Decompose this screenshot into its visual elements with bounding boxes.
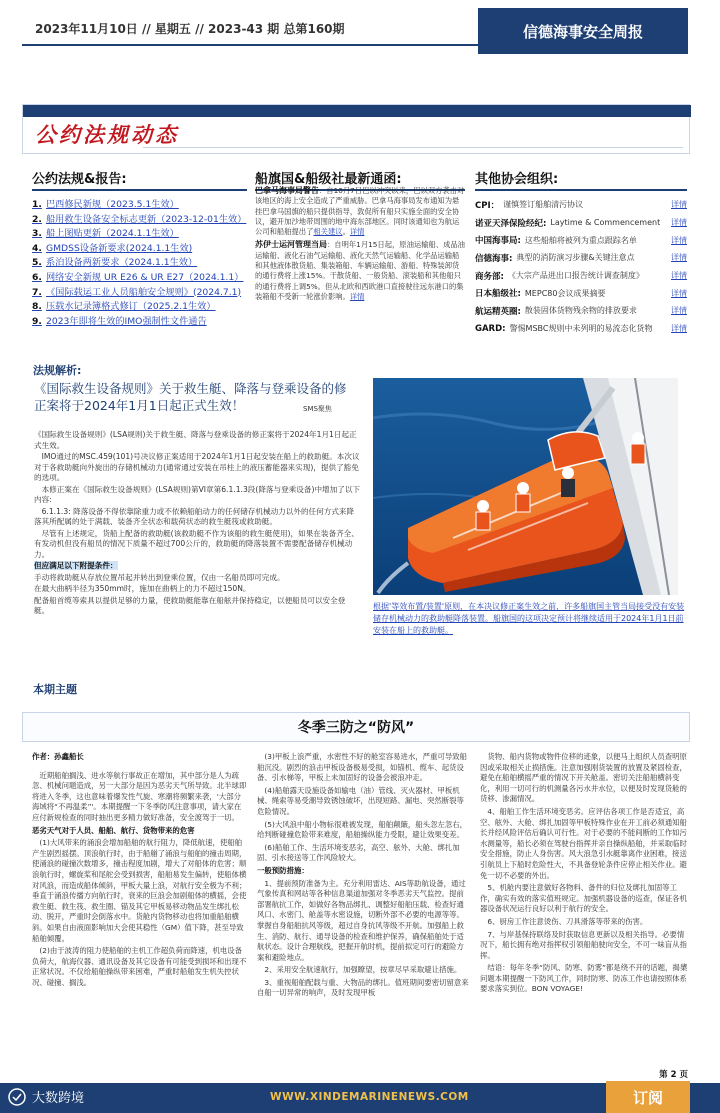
article-paragraph: 4、船舶工作生活环境变恶劣。应评估各项工作是否适宜，高空、舷外、大舱、绑扎加固等甲板特殊作业在开工前必须通知船长并经风险评估后确认可行性。对于必要的不能间断的工作如污水测量等，船长必须在驾驶台指挥并亲自操纵船舶，并采取临时安全措施，防止人身伤害。风大浪急引水艇靠离作业困难，接送引航员上下船时危险性大，不具备登轮条件应停止相关作业。避免一切不必要的外出。 [480, 806, 687, 880]
law-body [34, 430, 360, 618]
suez-more-link[interactable]: 详情 [349, 291, 365, 301]
assoc-topic: 这些船舶将被列为重点跟踪名单 [524, 235, 637, 245]
assoc-item [475, 267, 687, 285]
article-paragraph: 结语：每年冬季“防风、防寒、防雾”都是绕不开的话题，揭橥问题本期提醒一下防风工作，同时防寒、防冻工作也请按照体系要求落实到位。BON VOYAGE! [480, 963, 688, 994]
assoc-item [475, 249, 687, 267]
law-para: 在最大曲柄半径为350mm时，施加在曲柄上的力不超过150N。 [34, 584, 251, 593]
assoc-topic: 典型的消防演习步骤&关键注意点 [516, 253, 635, 263]
convention-item-link[interactable]: 船用救生设备安全标志更新（2023-12-01生效） [46, 213, 247, 225]
page-number: 第 2 页 [659, 1070, 688, 1080]
footer-logo-text: 大数跨境 [32, 1091, 85, 1106]
website-link[interactable]: WWW.XINDEMARINENEWS.COM [270, 1091, 469, 1103]
footer-bar [0, 1083, 720, 1113]
assoc-topic: 散装固体货物残余物的排放要求 [524, 306, 637, 316]
convention-item-link[interactable]: 网络安全新规 UR E26 & UR E27（2024.1.1） [46, 271, 244, 283]
convention-item-number: 2. [32, 213, 42, 225]
convention-item-number: 1. [32, 199, 42, 210]
article-column-2 [257, 752, 469, 1001]
convention-item-link[interactable]: 巴西修民新规（2023.5.1生效） [46, 199, 179, 210]
law-para: 本修正案在《国际救生设备规则》(LSA规则)第VI章第6.1.1.3段(降落与登乘设备)中增加了以下内容: [34, 484, 361, 504]
convention-item-number: 5. [32, 257, 42, 269]
article-paragraph: (3)甲板上浪严重，水密性不好的舱室容易进水，严重可导致船舶沉没。剧烈的浪击甲板设备极易受损，如锚机、缆车、起货设备、引水梯等，甲板上未加固好的设备会被浪冲走。 [257, 752, 468, 783]
article-paragraph: 2、采用安全航速航行，加强瞭望，按章尽早采取避让措施。 [264, 965, 462, 975]
law-para: 手动将救助艇从存放位置吊起并转出到登乘位置，仅由一名船员即可完成。 [34, 572, 285, 582]
theme-label: 本期主题 [33, 683, 77, 696]
article-paragraph: (2)由于波涛的阻力使船舶的主机工作超负荷而降速，机电设备负荷大，航海仪器、通讯设备及其它设备有可能受到损坏和出现不正常状况。不仅给船舶操纵带来困难，严重时船舶发生机失控状况、碰撞、搁浅。 [32, 946, 247, 987]
assoc-source: 日本船级社: [475, 289, 521, 300]
article-column-1 [32, 752, 247, 990]
convention-item-link[interactable]: 船上图贴更新（2024.1.1生效） [46, 228, 179, 240]
convention-item-link[interactable]: 压载水记录簿格式修订（2025.2.1生效） [46, 301, 216, 313]
footer-logo [8, 1087, 84, 1106]
assoc-item [475, 320, 687, 338]
banner-title: 公约法规动态 [35, 122, 179, 147]
article-paragraph: (5)大风浪中船小物标很难被发现，船舶颠簸，船头忽左忽右，给判断碰撞危险带来难度，船舶操纵能力受限，避让效果变差。 [257, 819, 468, 840]
assoc-detail-link[interactable]: 详情 [671, 324, 687, 334]
banner-underline [143, 147, 683, 148]
logo-icon [8, 1088, 26, 1106]
convention-item[interactable] [32, 286, 247, 301]
assoc-item [475, 214, 687, 232]
assoc-topic: 谨慎签订船舶清污协议 [503, 200, 584, 210]
law-para: 6.1.1.3: 降落设备不得依靠除重力或不依赖船舶动力的任何储存机械动力以外的任何方式来降落其所配属的处于满载、装备齐全状态和载荷状态的救生艇筏或救助艇。 [34, 506, 355, 526]
article-subheading: 恶劣天气对于人员、船舶、航行、货物带来的危害 [32, 825, 195, 835]
convention-item-link[interactable]: 《国际载运工业人员船舶安全规则》(2024.7.1) [46, 286, 242, 298]
law-title: 《国际救生设备规则》关于救生艇、降落与登乘设备的修正案将于2024年1月1日起正式生效！ [34, 381, 347, 413]
convention-item-number: 7. [32, 286, 42, 298]
article-author: 作者：孙鑫船长 [32, 752, 84, 761]
assoc-detail-link[interactable]: 详情 [671, 253, 687, 263]
article-paragraph: 货物、船内货物或物件位移的迹象，以便马上组织人员查明原因或采取相关止损措施。注意加强刚货装置的放置及紧固检查，避免在船舶横摇严重的情况下开关舱盖。密切关注船舶横斜变化，利用一切可行的机测量各污水井水位，以便及时发现货舱的货移、渗漏情况。 [480, 752, 687, 804]
convention-item[interactable] [32, 213, 247, 228]
article-paragraph: 6、厨房工作注意烫伤、刀具滑落等带来的伤害。 [487, 916, 648, 926]
article-paragraph: 5、机舱内要注意做好各物料、备件的归位及绑扎加固等工作，确实有效的落实值班规定。加强机器设备的巡查，保证各机器设备状况运行良好以利于航行的安全。 [480, 883, 687, 914]
convention-item[interactable] [32, 271, 247, 286]
assoc-source: GARD: [475, 323, 506, 334]
newsletter-title: 信德海事安全周报 [478, 8, 688, 54]
issue-meta: 2023年11月10日 // 星期五 // 2023-43 期 总第160期 [35, 22, 345, 36]
assoc-item [475, 302, 687, 320]
article-paragraph: 近期船舶搁浅、进水等航行事故正在增加，其中部分是人为疏忽、机械问题造成，另一大部分是因为恶劣天气所导致。北半球即将进入冬季，这也意味着爆发性气旋、寒潮将频繁来袭，'大部分海域将“不再温柔”'。本期提醒一下冬季防风注意事项，请大家在应付新规检查的同时抽出更多精力做好准备，安全渡驾于一切。 [32, 770, 247, 822]
assoc-source: 信德海事: [475, 253, 513, 264]
convention-item-link[interactable]: 系泊设备两新要求（2024.1.1生效） [46, 257, 198, 269]
convention-heading: 公约法规&报告: [32, 168, 247, 191]
assoc-detail-link[interactable]: 详情 [671, 306, 687, 316]
photo-caption[interactable]: 根据'等效布置/装置'原则，在本决议修正案生效之前，许多船旗国主管当局接受没有安装储存机械动力的救助艇降落装置。船旗国的这项决定预计将继续适用于2024年1月1日前安装在船上的救助艇。 [373, 602, 685, 635]
panama-advice-link[interactable]: 相关建议 [313, 227, 343, 237]
article-paragraph: (6)船舶工作、生活环境变恶劣，高空、舷外、大舱、绑扎加固、引水接送等工作风险较大。 [257, 842, 460, 863]
law-para: 尽管有上述规定，货船上配备的救助艇(该救助艇不作为该船的救生艇使用)，如果在装备齐全、有发动机但没有船员的情况下质量不超过700公斤的，救助艇的降落装置不需要配备储存机械动力。 [34, 528, 359, 559]
flag-state-heading: 船旗国&船级社最新通函: [255, 168, 465, 191]
suez-source: 苏伊士运河管理当局 [255, 240, 327, 250]
convention-item[interactable] [32, 227, 247, 242]
panama-text: ：自10月7日巴以冲突以来，巴以双方袭击对该地区的海上安全造成了严重威胁。巴拿马海事局发布通知为悬挂巴拿马国旗的船只提供指导，敦促所有船只实施全面的安全协议，避开加沙地带周围的地中海东部地区。同时该通知也为航运公司和船舶提出了 [255, 186, 465, 237]
assoc-source: CPI： [475, 200, 500, 211]
assoc-source: 航运精英圈: [475, 306, 521, 317]
law-source: SMS聚焦 [303, 405, 332, 413]
assoc-detail-link[interactable]: 详情 [671, 200, 687, 210]
suez-text: ：自明年1月15日起，原油运输船、成品油运输船、液化石油气运输船、液化天然气运输船、化学品运输船和其他液体散货船、集装箱船、车辆运输船、游船、特殊装卸货的通行费将上涨15%。干散货船、一般货船、滚装船和其他船只的通行费将上调5%。但从北欧和西欧港口直接驶往远东港口的集装箱船不受新一轮涨价影响。 [255, 240, 465, 301]
assoc-list [475, 196, 687, 338]
convention-item-link[interactable]: 2023年即将生效的IMO强制性文件通告 [46, 315, 207, 327]
other-assoc-heading: 其他协会组织: [475, 168, 687, 191]
article-paragraph: (1)大风带来的涌浪会增加船舶的航行阻力，降低航速，使船舶产生剧烈摇摆。顶浪航行时，由于船艏了涌浪与船舶的撞击周期，使涌浪的碰撞次数增多，撞击程度加剧，增大了对船体的危害；顺浪航行时，螺旋桨和尾舵会受到损害，船舶易发生偏转，使船体横对风浪，而造成船体倾斜，甲板大量上浪，对航行安全极为不利；垂直于涌浪传播方向航行时，衰来的巨浪会加剧船体的横摇，会使救生艇、救生筏、救生圈、锚及其它甲板易移动物品发生绑扎松动、脱开，严重时会倒落水中。货舱内货物移动也将加重船舶横斜。如果自由液面影响加大会使其稳性（GM）值下降，甚至导致船舶倾覆。 [32, 838, 247, 943]
panama-source: 巴拿马海事局警告 [255, 186, 319, 195]
article-column-3 [480, 752, 690, 997]
assoc-source: 诺亚天泽保险经纪: [475, 218, 547, 229]
convention-list [32, 198, 247, 329]
assoc-source: 中国海事局: [475, 236, 521, 247]
assoc-detail-link[interactable]: 详情 [671, 235, 687, 245]
assoc-item [475, 231, 687, 249]
assoc-detail-link[interactable]: 详情 [671, 288, 687, 298]
convention-item[interactable] [32, 198, 247, 213]
article-title: 冬季三防之“防风” [297, 720, 415, 736]
convention-item[interactable] [32, 300, 247, 315]
banner-stripe [23, 105, 691, 117]
law-para: IMO通过的MSC.459(101)号决议修正案适用于2024年1月1日起安装在船上的救助艇。本次议对于各救助艇向外旋出的存储机械动力(通常通过安装在吊柱上的液压蓄能器来实现)，提供了豁免的选项。 [34, 452, 360, 482]
article-subheading: 一般预防措施： [257, 865, 309, 875]
header-rule [22, 44, 482, 46]
article-paragraph: (4)船舶露天设施设备如输电（油）管线、灭火器材、甲板机械、绳索等易受潮导致锈蚀破坏，出现短路、漏电、突然断裂等危险情况。 [257, 785, 464, 816]
assoc-topic: Laytime & Commencement [550, 218, 661, 228]
rescue-boat-photo [373, 378, 678, 595]
assoc-item [475, 284, 687, 302]
assoc-item [475, 196, 687, 214]
convention-item[interactable] [32, 242, 247, 257]
article-paragraph: 3、重视船舶配载与重、大物品的绑扎。值班期间要密切留意来自船一切异常的响声，及时发现甲板 [257, 977, 469, 998]
convention-item[interactable] [32, 256, 247, 271]
assoc-detail-link[interactable]: 详情 [671, 271, 687, 281]
law-para: 《国际救生设备规则》(LSA规则)关于救生艇、降落与登乘设备的修正案将于2024年1月1日起正式生效。 [34, 430, 357, 450]
assoc-topic: MEPC80会议成果摘要 [524, 288, 606, 298]
section-banner [22, 104, 690, 154]
convention-item-number: 9. [32, 315, 42, 327]
article-paragraph: 1、提前预防准备为主。充分利用雷达、AIS等助航设备，通过气象传真和网站等各种信息渠道加强对冬季恶劣天气监控。提前部署航抗工作，如做好各物品绑扎、调整好船舶压载、检查好通风口、水密门、舱盖等水密设施，切断外部不必要的电源等等。掌握自身船舶抗风等级，超过自身抗风等级不开航。加强船上救生、消防、航行、通导设备的检查和维护保养，确保船舶处于适航状态。设计合理航线，把握开航时机，提前拟定可行的避险方案和避险地点。 [257, 878, 466, 962]
assoc-topic: 《大宗产品进出口报告统计调查制度》 [507, 271, 644, 281]
convention-item-number: 8. [32, 301, 42, 313]
convention-item[interactable] [32, 315, 247, 330]
convention-item-number: 4. [32, 242, 42, 254]
assoc-detail-link[interactable]: 详情 [671, 218, 687, 228]
assoc-topic: 警惕MSBC规则中未列明的易流态化货物 [509, 324, 653, 334]
subscribe-button[interactable]: 订阅 [606, 1081, 690, 1113]
convention-item-number: 6. [32, 271, 42, 283]
law-condition-highlight: 但应满足以下附提条件： [34, 561, 118, 570]
convention-item-number: 3. [32, 228, 42, 240]
law-para: 配备船首缆等索具以提供足够的力量，使救助艇能靠在船舷并保持稳定，以便船员可以安全登艇。 [34, 595, 346, 615]
article-paragraph: 7、与岸基保持联络及时获取信息更新以及相关指导。必要情况下，船长拥有绝对指挥权引领船舶驶向安全，不可一味盲从指挥。 [480, 929, 687, 960]
convention-item-link[interactable]: GMDSS设备新要求(2024.1.1生效) [46, 242, 193, 254]
flag-state-news: 巴拿马海事局警告：自10月7日巴以冲突以来，巴以双方袭击对该地区的海上安全造成了严重威胁。巴拿马海事局发布通知为悬挂巴拿马国旗的船只提供指导，敦促所有船只实施全面的安全协议，避开加沙地带周围的地中海东部地区。同时该通知也为航运公司和船舶提出了相关建议。详情 苏伊士运河管理当局：自明年1月15日起，原油运输船、成品油运输船、液化石油气运输船、液化天然气运输船、化学品运输船和其他液体散货船、集装箱船、车辆运输船、游船、特殊装卸货的通行费将上涨15%。干散货船、一般货船、滚装船和其他船只的通行费将上调5%。但从北欧和西欧港口直接驶往远东港口的集装箱船不受新一轮涨价影响。详情 [255, 186, 465, 301]
panama-more-link[interactable]: 详情 [349, 227, 365, 237]
assoc-source: 商务部: [475, 271, 504, 282]
law-analysis-label: 法规解析: [33, 364, 82, 377]
